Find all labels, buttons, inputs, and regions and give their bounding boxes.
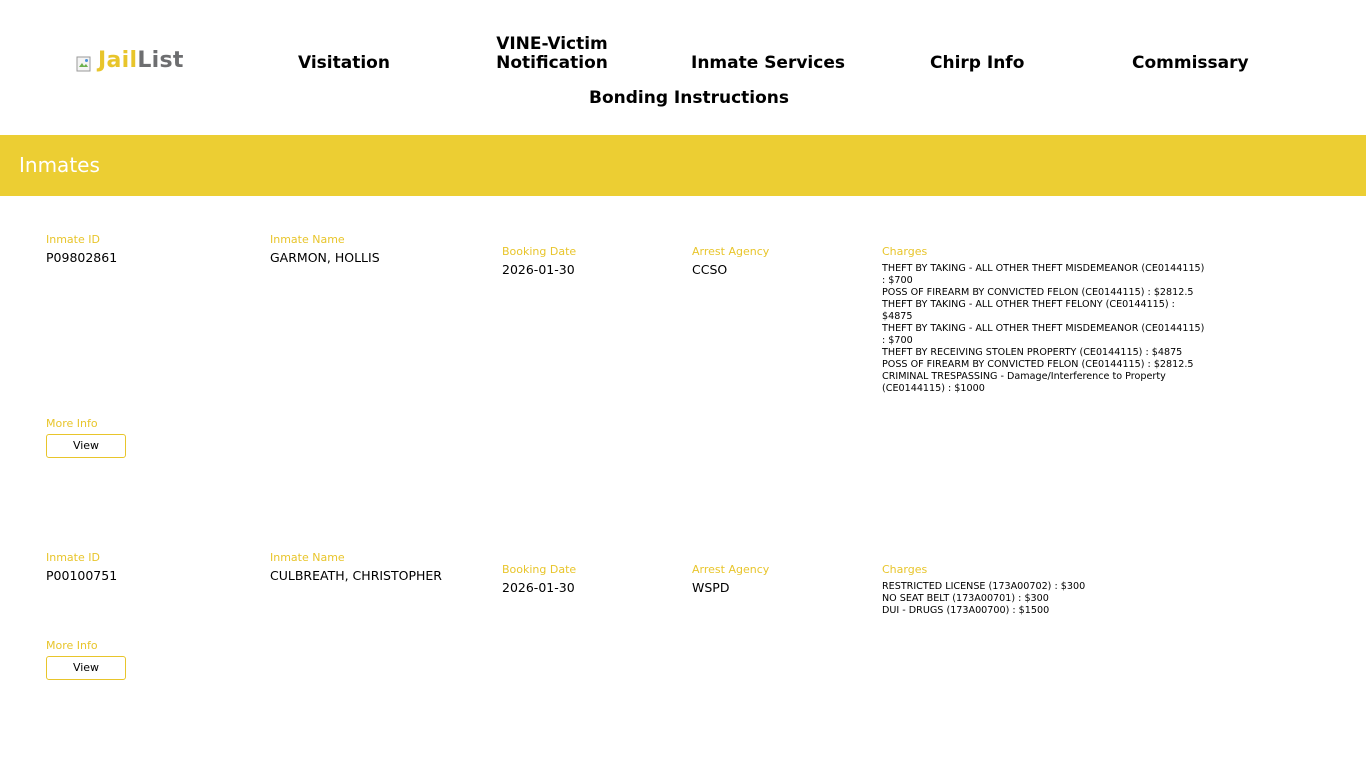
inmate-name-label: Inmate Name (270, 233, 345, 246)
nav-vine-line2: Notification (496, 53, 608, 73)
arrest-agency-label: Arrest Agency (692, 245, 770, 258)
inmates-banner (0, 135, 1366, 196)
nav-vine-victim-notification[interactable] (492, 35, 612, 73)
charge-line: CRIMINAL TRESPASSING - Damage/Interference to Property (882, 371, 1166, 382)
arrest-agency-value: WSPD (692, 580, 730, 595)
nav-bonding-instructions[interactable]: Bonding Instructions (589, 88, 790, 108)
inmate-name-label: Inmate Name (270, 551, 345, 564)
inmate-id-label: Inmate ID (46, 551, 100, 564)
nav-visitation[interactable]: Visitation (298, 53, 390, 73)
charge-line: NO SEAT BELT (173A00701) : $300 (882, 593, 1049, 604)
charge-line: : $700 (882, 335, 913, 346)
page-title: Inmates (19, 153, 100, 177)
inmate-id-label: Inmate ID (46, 233, 100, 246)
site-header (0, 0, 1366, 135)
arrest-agency-value: CCSO (692, 262, 728, 277)
charge-line: RESTRICTED LICENSE (173A00702) : $300 (882, 581, 1086, 592)
logo-list-text: List (137, 48, 184, 73)
charge-line: $4875 (882, 311, 913, 322)
charge-line: THEFT BY TAKING - ALL OTHER THEFT MISDEMEANOR (CE0144115) (882, 263, 1205, 274)
inmate-name-value: CULBREATH, CHRISTOPHER (270, 568, 442, 583)
logo-jail-text: Jail (98, 48, 138, 73)
inmate-id-value: P00100751 (46, 568, 118, 583)
charge-line: DUI - DRUGS (173A00700) : $1500 (882, 605, 1050, 616)
view-button[interactable]: View (46, 656, 126, 680)
charge-line: POSS OF FIREARM BY CONVICTED FELON (CE0144115) : $2812.5 (882, 359, 1194, 370)
booking-date-value: 2026-01-30 (502, 262, 575, 277)
nav-inmate-services[interactable]: Inmate Services (691, 53, 845, 73)
booking-date-label: Booking Date (502, 245, 577, 258)
broken-image-icon (76, 56, 92, 72)
nav-commissary[interactable]: Commissary (1132, 53, 1249, 73)
charge-line: THEFT BY TAKING - ALL OTHER THEFT FELONY (CE0144115) : (882, 299, 1175, 310)
booking-date-value: 2026-01-30 (502, 580, 575, 595)
site-logo[interactable] (76, 48, 184, 73)
inmate-name-value: GARMON, HOLLIS (270, 250, 380, 265)
more-info-label: More Info (46, 417, 98, 430)
charge-line: POSS OF FIREARM BY CONVICTED FELON (CE0144115) : $2812.5 (882, 287, 1194, 298)
logo-text (98, 48, 184, 73)
charge-line: THEFT BY RECEIVING STOLEN PROPERTY (CE0144115) : $4875 (882, 347, 1183, 358)
arrest-agency-label: Arrest Agency (692, 563, 770, 576)
charge-line: THEFT BY TAKING - ALL OTHER THEFT MISDEMEANOR (CE0144115) (882, 323, 1205, 334)
nav-chirp-info[interactable]: Chirp Info (930, 53, 1025, 73)
charge-line: : $700 (882, 275, 913, 286)
more-info-label: More Info (46, 639, 98, 652)
charges-label: Charges (882, 245, 928, 258)
view-button[interactable]: View (46, 434, 126, 458)
nav-vine-line1: VINE-Victim (496, 34, 608, 54)
booking-date-label: Booking Date (502, 563, 577, 576)
charges-list (882, 263, 1232, 395)
charge-line: (CE0144115) : $1000 (882, 383, 985, 394)
charges-label: Charges (882, 563, 928, 576)
inmate-id-value: P09802861 (46, 250, 118, 265)
charges-list (882, 581, 1232, 617)
